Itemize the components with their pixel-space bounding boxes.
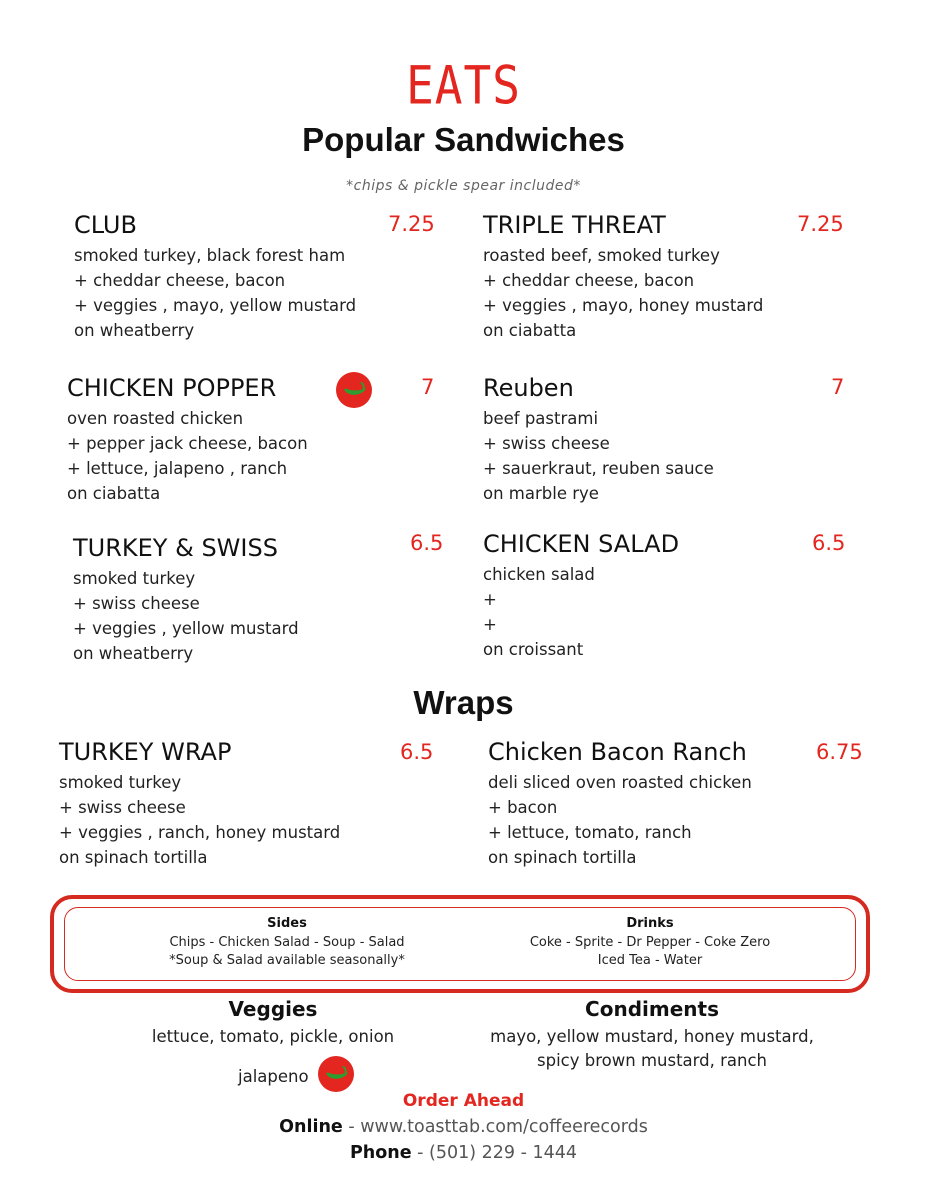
item-description bbox=[73, 566, 299, 666]
online-order-line bbox=[0, 1117, 927, 1137]
drinks-heading: Drinks bbox=[626, 916, 674, 931]
item-price: 7.25 bbox=[797, 212, 844, 236]
desc-line: + sauerkraut, reuben sauce bbox=[483, 459, 714, 478]
veggies-heading: Veggies bbox=[228, 997, 318, 1021]
drinks-line: Iced Tea - Water bbox=[597, 953, 703, 968]
phone-order-line bbox=[0, 1143, 927, 1163]
menu-item-chicken-salad bbox=[483, 530, 679, 662]
desc-line: beef pastrami bbox=[483, 409, 599, 428]
phone-label: Phone bbox=[349, 1143, 412, 1163]
desc-line: + veggies , yellow mustard bbox=[73, 619, 299, 638]
condiments-line: mayo, yellow mustard, honey mustard, bbox=[490, 1027, 814, 1046]
desc-line: on wheatberry bbox=[74, 321, 195, 340]
item-description bbox=[488, 770, 752, 870]
online-label: Online bbox=[279, 1117, 343, 1137]
desc-line: + cheddar cheese, bacon bbox=[74, 271, 286, 290]
item-price: 6.5 bbox=[410, 531, 444, 555]
menu-item-reuben bbox=[483, 374, 714, 506]
veggies-line: lettuce, tomato, pickle, onion bbox=[151, 1027, 395, 1046]
desc-line: deli sliced oven roasted chicken bbox=[488, 773, 752, 792]
item-name: CHICKEN SALAD bbox=[483, 530, 680, 558]
item-description bbox=[483, 406, 714, 506]
item-name: TRIPLE THREAT bbox=[483, 211, 666, 239]
item-price: 7.25 bbox=[388, 212, 435, 236]
sides-line: Chips - Chicken Salad - Soup - Salad bbox=[169, 935, 405, 950]
sides-section bbox=[120, 916, 454, 968]
menu-item-turkey-swiss bbox=[73, 534, 299, 666]
menu-item-club bbox=[74, 211, 356, 343]
item-price: 6.5 bbox=[812, 531, 846, 555]
desc-line: + veggies , mayo, yellow mustard bbox=[74, 296, 357, 315]
item-price: 6.75 bbox=[816, 740, 863, 764]
spicy-pepper-icon bbox=[318, 1056, 354, 1092]
desc-line: + veggies , ranch, honey mustard bbox=[59, 823, 341, 842]
item-description bbox=[67, 406, 308, 506]
wraps-title: Wraps bbox=[413, 684, 514, 721]
item-name: TURKEY & SWISS bbox=[73, 534, 278, 562]
desc-line: on spinach tortilla bbox=[59, 848, 208, 867]
desc-line: smoked turkey, black forest ham bbox=[74, 246, 346, 265]
desc-line: on marble rye bbox=[483, 484, 599, 503]
item-description bbox=[59, 770, 340, 870]
item-name: Reuben bbox=[483, 374, 574, 402]
brand-logo: EATS bbox=[406, 53, 521, 117]
item-description bbox=[483, 243, 763, 343]
item-description bbox=[483, 562, 679, 662]
condiments-line: spicy brown mustard, ranch bbox=[537, 1051, 767, 1070]
item-name: TURKEY WRAP bbox=[59, 738, 232, 766]
sides-line: *Soup & Salad available seasonally* bbox=[169, 953, 405, 968]
included-note: *chips & pickle spear included* bbox=[346, 178, 581, 194]
order-ahead-heading: Order Ahead bbox=[402, 1091, 525, 1111]
desc-line: + lettuce, jalapeno , ranch bbox=[67, 459, 288, 478]
desc-line: smoked turkey bbox=[59, 773, 182, 792]
desc-line: on croissant bbox=[483, 640, 584, 659]
desc-line: on wheatberry bbox=[73, 644, 194, 663]
desc-line: on ciabatta bbox=[67, 484, 161, 503]
sides-heading: Sides bbox=[267, 916, 307, 931]
desc-line: + swiss cheese bbox=[73, 594, 200, 613]
desc-line: + bbox=[483, 590, 497, 609]
desc-line: + bacon bbox=[488, 798, 558, 817]
phone-number[interactable]: - (501) 229 - 1444 bbox=[411, 1143, 578, 1163]
desc-line: + veggies , mayo, honey mustard bbox=[483, 296, 764, 315]
desc-line: oven roasted chicken bbox=[67, 409, 244, 428]
drinks-line: Coke - Sprite - Dr Pepper - Coke Zero bbox=[529, 935, 771, 950]
menu-item-chicken-bacon-ranch bbox=[488, 738, 752, 870]
page-title: Popular Sandwiches bbox=[302, 121, 625, 158]
desc-line: smoked turkey bbox=[73, 569, 196, 588]
desc-line: + swiss cheese bbox=[483, 434, 610, 453]
drinks-section bbox=[490, 916, 810, 968]
menu-item-turkey-wrap bbox=[59, 738, 340, 870]
condiments-section bbox=[476, 997, 828, 1070]
spicy-pepper-icon bbox=[336, 372, 372, 408]
item-name: Chicken Bacon Ranch bbox=[488, 738, 747, 766]
veggies-jalapeno: jalapeno bbox=[238, 1067, 309, 1086]
online-url[interactable]: - www.toasttab.com/coffeerecords bbox=[342, 1117, 648, 1137]
desc-line: + pepper jack cheese, bacon bbox=[67, 434, 308, 453]
item-price: 7 bbox=[831, 375, 845, 399]
item-description bbox=[74, 243, 356, 343]
desc-line: chicken salad bbox=[483, 565, 595, 584]
desc-line: + lettuce, tomato, ranch bbox=[488, 823, 692, 842]
item-price: 7 bbox=[421, 375, 435, 399]
item-name: CHICKEN POPPER bbox=[67, 374, 277, 402]
desc-line: + cheddar cheese, bacon bbox=[483, 271, 695, 290]
menu-item-triple-threat bbox=[483, 211, 763, 343]
desc-line: + bbox=[483, 615, 497, 634]
item-name: CLUB bbox=[74, 211, 137, 239]
item-price: 6.5 bbox=[400, 740, 434, 764]
veggies-section bbox=[133, 997, 413, 1046]
menu-item-chicken-popper bbox=[67, 374, 308, 506]
desc-line: on ciabatta bbox=[483, 321, 577, 340]
desc-line: roasted beef, smoked turkey bbox=[483, 246, 720, 265]
condiments-heading: Condiments bbox=[585, 997, 719, 1021]
desc-line: on spinach tortilla bbox=[488, 848, 637, 867]
desc-line: + swiss cheese bbox=[59, 798, 186, 817]
